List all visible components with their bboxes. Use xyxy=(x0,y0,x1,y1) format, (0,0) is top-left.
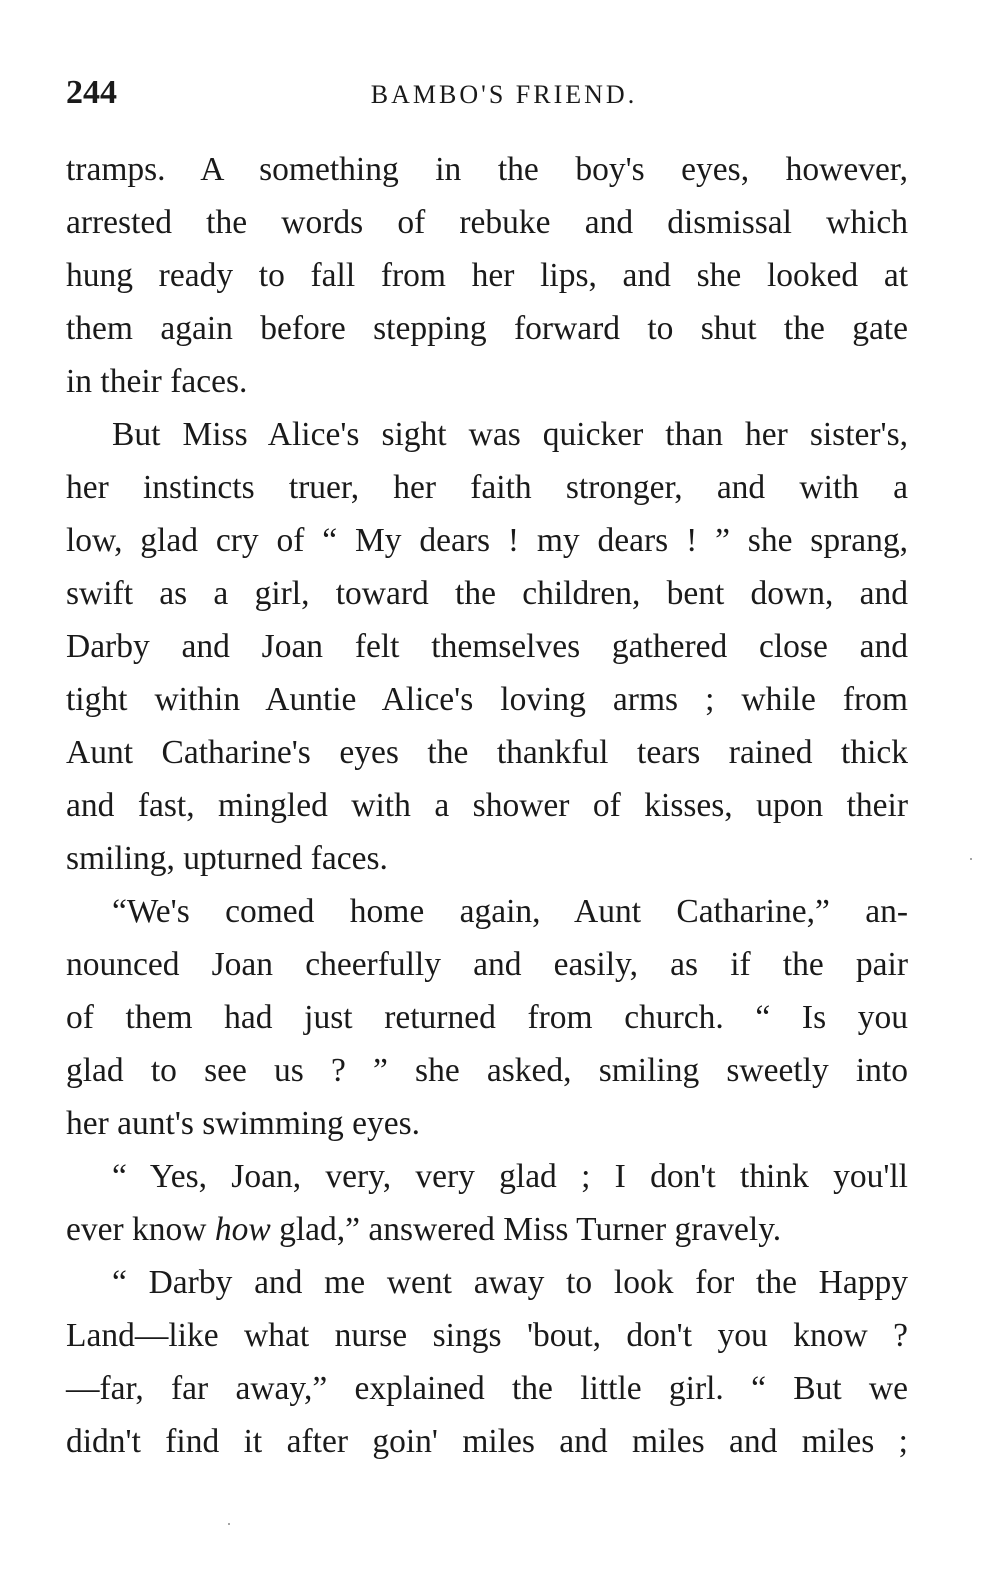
text-line: swift as a girl, toward the children, bent down, and xyxy=(66,575,908,612)
text-line: glad to see us ? ” she asked, smiling sweetly into xyxy=(66,1052,908,1089)
text-line: of them had just returned from church. “ Is you xyxy=(66,999,908,1036)
emphasized-word: how xyxy=(214,1211,271,1248)
text-line: “We's comed home again, Aunt Catharine,” an- xyxy=(112,893,908,930)
text-line: But Miss Alice's sight was quicker than her sister's, xyxy=(112,416,908,453)
text-line: “ Yes, Joan, very, very glad ; I don't think you'll xyxy=(112,1158,908,1195)
text-line: hung ready to fall from her lips, and she looked at xyxy=(66,257,908,294)
paragraph xyxy=(66,408,908,885)
text-line: them again before stepping forward to shut the gate xyxy=(66,310,908,347)
paragraph xyxy=(66,1256,908,1468)
text-line: tramps. A something in the boy's eyes, however, xyxy=(66,151,908,188)
text-line: her instincts truer, her faith stronger, and with a xyxy=(66,469,908,506)
paper-speck xyxy=(228,1523,230,1525)
paper-speck xyxy=(970,858,972,860)
running-title: BAMBO'S FRIEND. xyxy=(370,80,638,109)
page-header xyxy=(66,74,908,124)
text-line: didn't find it after goin' miles and miles and miles ; xyxy=(66,1423,908,1460)
text-line: smiling, upturned faces. xyxy=(66,840,388,877)
text-line: “ Darby and me went away to look for the Happy xyxy=(112,1264,908,1301)
paragraph xyxy=(66,1150,908,1256)
text-line: and fast, mingled with a shower of kisses, upon their xyxy=(66,787,908,824)
paragraph xyxy=(66,885,908,1150)
text-line: —far, far away,” explained the little girl. “ But we xyxy=(66,1370,908,1407)
text-line: Land—like what nurse sings 'bout, don't you know ? xyxy=(66,1317,908,1354)
text-line: low, glad cry of “ My dears ! my dears ! ” she sprang, xyxy=(66,522,908,559)
text-line: in their faces. xyxy=(66,363,248,400)
text-line: arrested the words of rebuke and dismissal which xyxy=(66,204,908,241)
text-line: her aunt's swimming eyes. xyxy=(66,1105,421,1142)
paragraph xyxy=(66,143,908,408)
text-line: ever know how glad,” answered Miss Turner gravely. xyxy=(66,1211,782,1248)
text-line: tight within Auntie Alice's loving arms ; while from xyxy=(66,681,908,718)
page-number: 244 xyxy=(66,74,117,111)
text-line: Darby and Joan felt themselves gathered close and xyxy=(66,628,908,665)
page-body xyxy=(66,143,908,1468)
text-line: nounced Joan cheerfully and easily, as if the pair xyxy=(66,946,908,983)
text-line: Aunt Catharine's eyes the thankful tears rained thick xyxy=(66,734,908,771)
